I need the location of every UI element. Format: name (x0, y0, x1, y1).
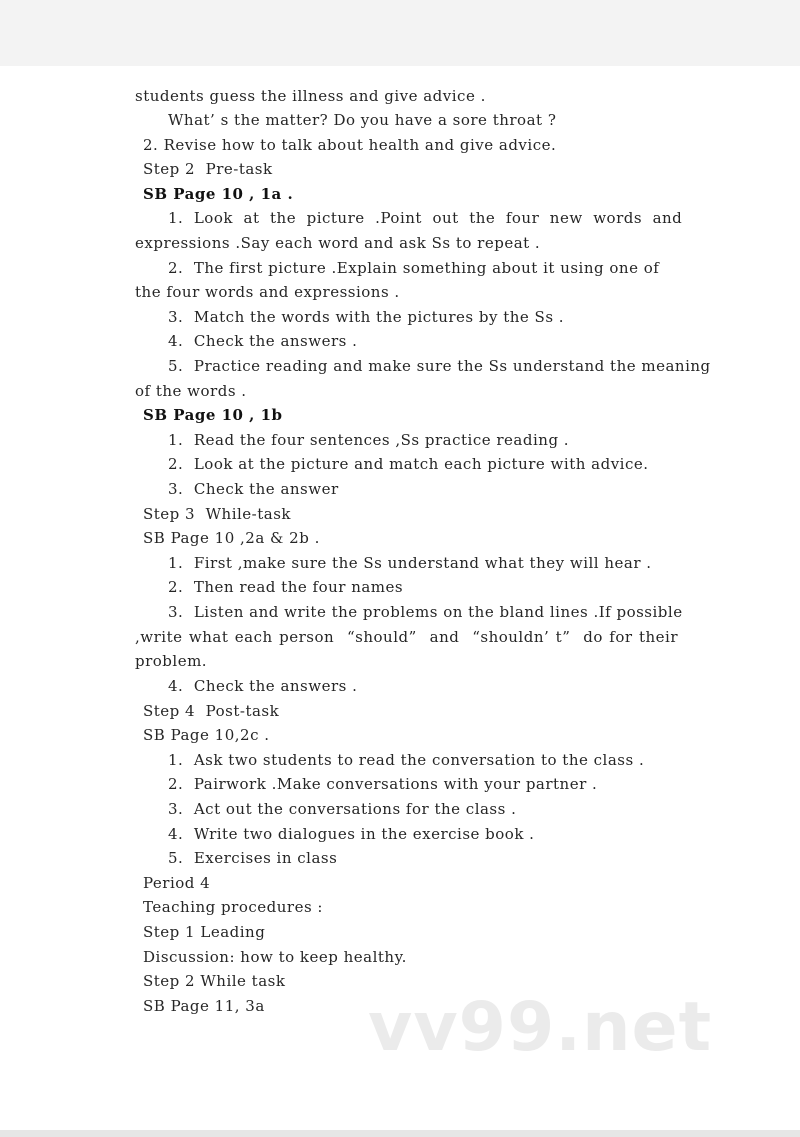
text-line: students guess the illness and give advice . (135, 87, 486, 105)
text-line: 1. Look at the picture .Point out the four new words and (168, 209, 683, 227)
text-line: the four words and expressions . (135, 283, 400, 301)
text-line: 2. Look at the picture and match each picture with advice. (168, 455, 649, 473)
text-line: expressions .Say each word and ask Ss to repeat . (135, 234, 541, 252)
text-line: Teaching procedures : (143, 898, 323, 916)
text-line: 4. Write two dialogues in the exercise book . (168, 825, 535, 843)
text-line: 2. Pairwork .Make conversations with your partner . (168, 775, 598, 793)
text-line: 4. Check the answers . (168, 677, 358, 695)
text-line: 1. Ask two students to read the conversation to the class . (168, 751, 645, 769)
text-line: SB Page 10 ,2a & 2b . (143, 529, 320, 547)
text-line: 2. The first picture .Explain something about it using one of (168, 259, 660, 277)
text-line: 2. Then read the four names (168, 578, 404, 596)
text-line: 3. Act out the conversations for the class . (168, 800, 517, 818)
section-heading: Step 3 While-task (143, 505, 292, 523)
text-line: 2. Revise how to talk about health and give advice. (143, 136, 557, 154)
text-line: 5. Practice reading and make sure the Ss understand the meaning (168, 357, 711, 375)
text-line: 1. Read the four sentences ,Ss practice reading . (168, 431, 570, 449)
section-heading: Step 4 Post-task (143, 702, 280, 720)
watermark: vv99.net (368, 988, 713, 1067)
text-line: 3. Check the answer (168, 480, 339, 498)
text-line: 1. First ,make sure the Ss understand what they will hear . (168, 554, 652, 572)
section-heading: Step 2 While task (143, 972, 286, 990)
text-line: 4. Check the answers . (168, 332, 358, 350)
text-line: Discussion: how to keep healthy. (143, 948, 407, 966)
text-line: problem. (135, 652, 208, 670)
section-heading: Period 4 (143, 874, 211, 892)
text-line: 5. Exercises in class (168, 849, 338, 867)
text-line: What’ s the matter? Do you have a sore throat ? (168, 111, 557, 129)
bold-heading: SB Page 10 , 1b (143, 406, 283, 424)
text-line: 3. Match the words with the pictures by the Ss . (168, 308, 565, 326)
text-line: ,write what each person “should” and “shouldn’ t” do for their (135, 628, 678, 646)
text-line: SB Page 10,2c . (143, 726, 270, 744)
section-heading: Step 2 Pre-task (143, 160, 273, 178)
text-line: of the words . (135, 382, 247, 400)
text-line: 3. Listen and write the problems on the bland lines .If possible (168, 603, 683, 621)
text-line: SB Page 11, 3a (143, 997, 265, 1015)
section-heading: Step 1 Leading (143, 923, 266, 941)
bold-heading: SB Page 10 , 1a . (143, 185, 294, 203)
